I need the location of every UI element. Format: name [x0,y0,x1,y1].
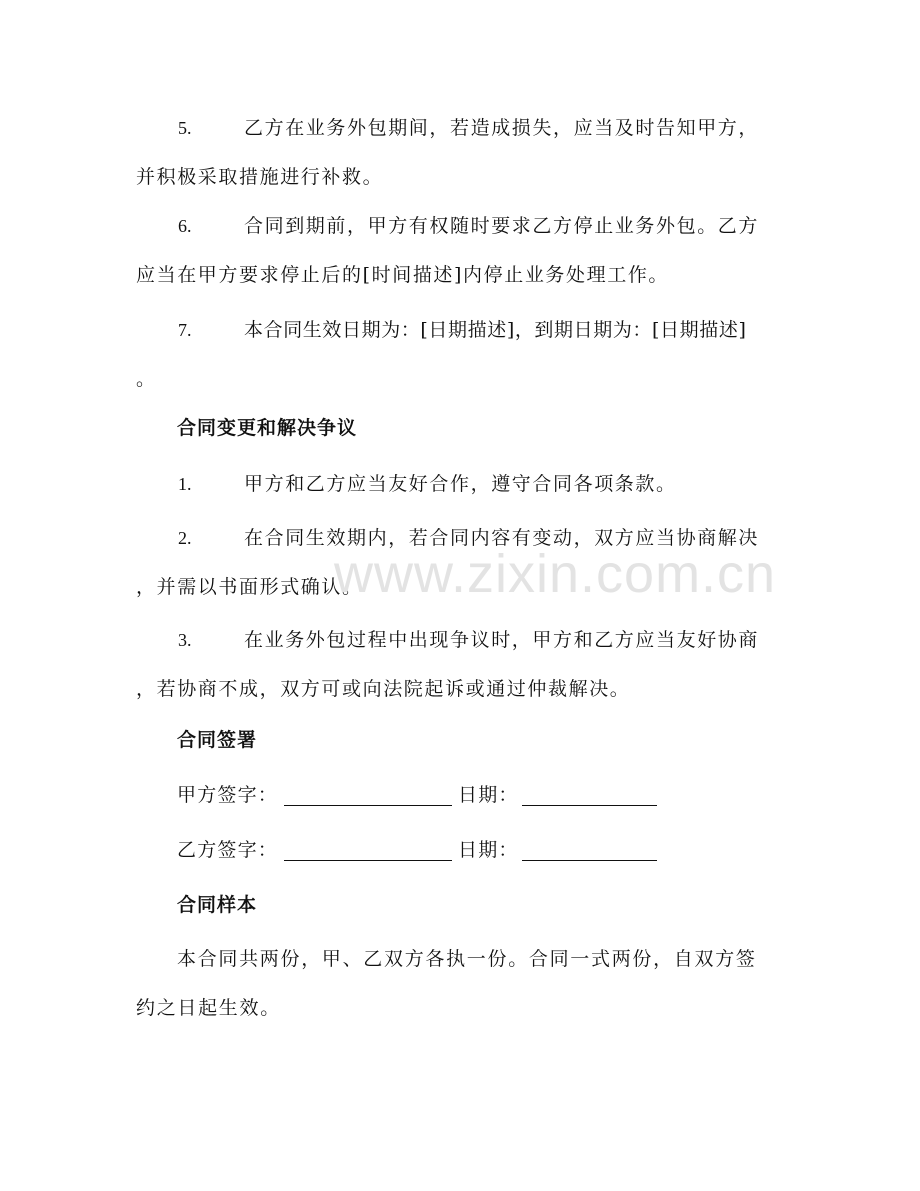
item-text-line1: 乙方在业务外包期间，若造成损失，应当及时告知甲方， [244,117,760,139]
item-text-line2: ，若协商不成，双方可或向法院起诉或通过仲裁解决。 [136,678,631,700]
item-number: 3. [178,630,192,650]
party-a-signature-label: 甲方签字： [177,784,279,806]
party-b-signature-line[interactable] [284,860,452,861]
item-number: 5. [178,118,192,138]
item-text-line1: 甲方和乙方应当友好合作，遵守合同各项条款。 [244,473,677,495]
item-text-line1: 合同到期前，甲方有权随时要求乙方停止业务外包。乙方 [244,215,760,237]
paragraph-line1: 本合同共两份，甲、乙双方各执一份。合同一式两份，自双方签 [177,948,757,970]
section-heading-sample: 合同样本 [177,894,258,916]
section-heading-sign: 合同签署 [177,729,258,751]
item-text-line2: 应当在甲方要求停止后的[时间描述]内停止业务处理工作。 [136,264,670,286]
item-text-line2: 。 [136,368,157,390]
party-b-date-line[interactable] [522,860,657,861]
paragraph-line2: 约之日起生效。 [136,997,281,1019]
item-text-line1: 在业务外包过程中出现争议时，甲方和乙方应当友好协商 [244,629,760,651]
date-label: 日期： [458,839,519,861]
item-text-line1: 本合同生效日期为：[日期描述]，到期日期为：[日期描述] [244,319,747,341]
party-a-date-line[interactable] [522,805,657,806]
item-number: 7. [178,320,192,340]
party-b-signature-label: 乙方签字： [177,839,279,861]
item-text-line1: 在合同生效期内，若合同内容有变动，双方应当协商解决 [244,527,760,549]
party-a-signature-line[interactable] [284,805,452,806]
watermark: www.zixin.com.cn [334,544,777,604]
item-number: 2. [178,528,192,548]
item-text-line2: ，并需以书面形式确认。 [136,576,363,598]
item-text-line2: 并积极采取措施进行补救。 [136,166,384,188]
date-label: 日期： [458,784,519,806]
item-number: 1. [178,474,192,494]
item-number: 6. [178,216,192,236]
section-heading-change: 合同变更和解决争议 [177,417,358,439]
